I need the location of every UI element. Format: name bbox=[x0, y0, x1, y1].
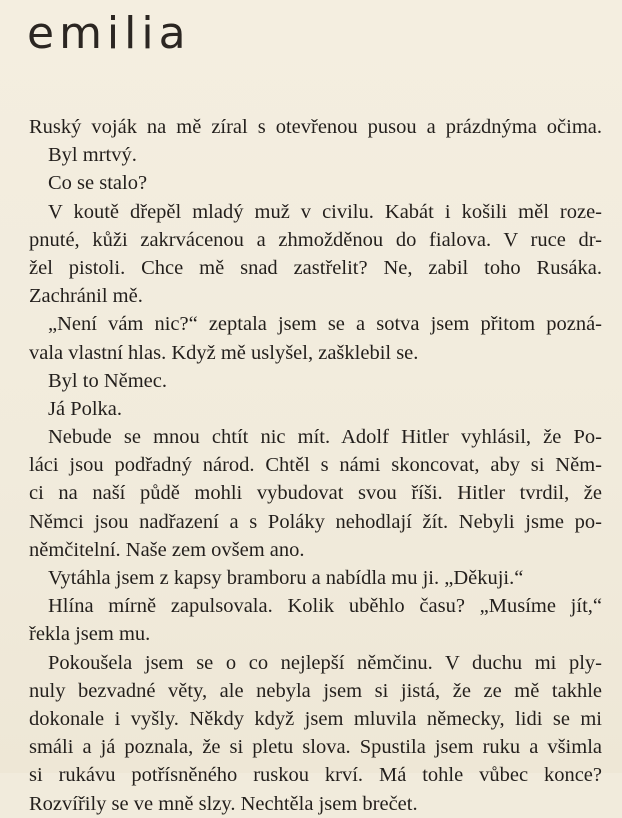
text-line: pnuté, kůži zakrvácenou a zhmožděnou do fialova. V ruce dr- bbox=[29, 228, 602, 251]
text-line: žel pistoli. Chce mě snad zastřelit? Ne, zabil toho Rusáka. bbox=[29, 256, 602, 279]
text-line: Pokoušela jsem se o co nejlepší němčinu. V duchu mi ply- bbox=[48, 651, 602, 674]
text-line: dokonale i vyšly. Někdy když jsem mluvila německy, lidi se mi bbox=[29, 707, 602, 730]
text-line: Ruský voják na mě zíral s otevřenou pusou a prázdnýma očima. bbox=[29, 116, 602, 138]
text-line: Co se stalo? bbox=[48, 172, 148, 195]
text-line: němčitelní. Naše zem ovšem ano. bbox=[29, 538, 305, 561]
text-line: Hlína mírně zapulsovala. Kolik uběhlo času? „Musíme jít,“ bbox=[48, 595, 602, 618]
text-line: Vytáhla jsem z kapsy bramboru a nabídla mu ji. „Děkuji.“ bbox=[48, 567, 524, 589]
text-line: „Není vám nic?“ zeptala jsem se a sotva jsem přitom pozná- bbox=[48, 313, 602, 336]
text-line: vala vlastní hlas. Když mě uslyšel, zašklebil se. bbox=[29, 341, 419, 364]
text-line: ci na naší půdě mohli vybudovat svou říši. Hitler tvrdil, že bbox=[29, 482, 602, 505]
text-line: Byl mrtvý. bbox=[48, 144, 137, 167]
text-line: si rukávu potřísněného ruskou krví. Má tohle vůbec konce? bbox=[29, 764, 602, 787]
text-line: řekla jsem mu. bbox=[29, 623, 151, 646]
text-line: Zachránil mě. bbox=[29, 285, 143, 308]
text-line: láci jsou podřadný národ. Chtěl s námi skoncovat, aby si Něm- bbox=[29, 454, 602, 477]
text-line: V koutě dřepěl mladý muž v civilu. Kabát i košili měl roze- bbox=[48, 200, 602, 223]
text-line: smáli a já poznala, že si pletu slova. Spustila jsem ruku a všimla bbox=[29, 736, 602, 759]
text-line: Němci jsou nadřazení a s Poláky nehodlají žít. Nebyli jsme po- bbox=[29, 510, 602, 533]
text-line: Já Polka. bbox=[48, 397, 123, 420]
text-line: Nebude se mnou chtít nic mít. Adolf Hitler vyhlásil, že Po- bbox=[48, 426, 602, 449]
chapter-body-text bbox=[29, 113, 602, 818]
chapter-title: emilia bbox=[27, 8, 191, 59]
text-line: Byl to Němec. bbox=[48, 369, 167, 392]
text-line: nuly bezvadné věty, ale nebyla jsem si jistá, že ze mě takhle bbox=[29, 679, 602, 702]
text-line: Rozvířily se ve mně slzy. Nechtěla jsem brečet. bbox=[29, 792, 418, 815]
